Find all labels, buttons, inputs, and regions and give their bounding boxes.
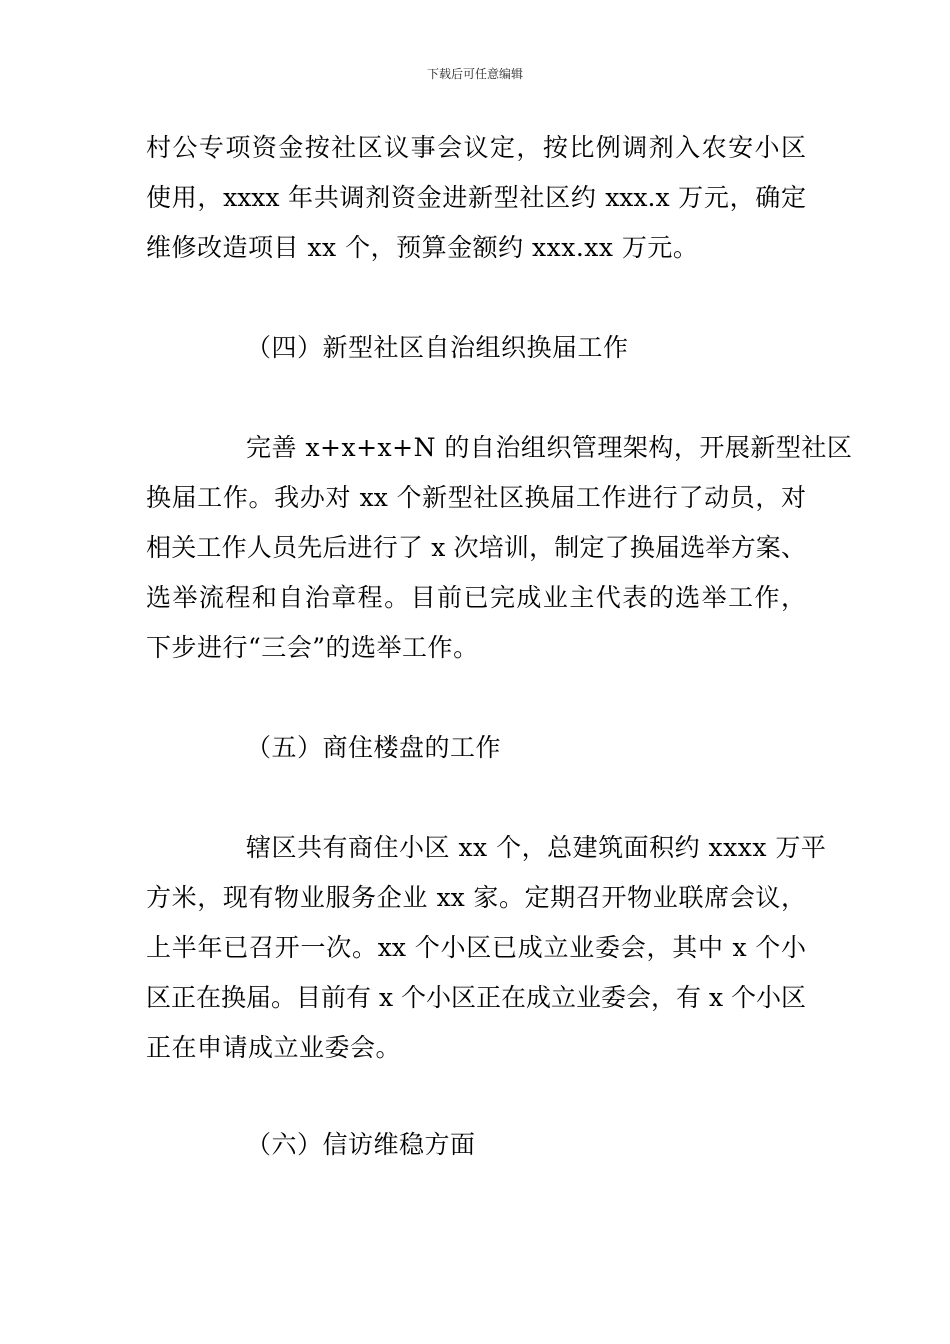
- paragraph-line: 相关工作人员先后进行了 x 次培训，制定了换届选举方案、: [146, 533, 806, 562]
- page-header-note: 下载后可任意编辑: [426, 67, 523, 81]
- paragraph-line: 正在申请成立业委会。: [146, 1033, 402, 1062]
- paragraph-line: 区正在换届。目前有 x 个小区正在成立业委会，有 x 个小区: [146, 983, 806, 1012]
- paragraph-line: 换届工作。我办对 xx 个新型社区换届工作进行了动员，对: [146, 483, 806, 512]
- paragraph-line: 下步进行“三会”的选举工作。: [146, 633, 479, 662]
- paragraph-line: 辖区共有商住小区 xx 个，总建筑面积约 xxxx 万平: [246, 833, 827, 862]
- paragraph-line: 方米，现有物业服务企业 xx 家。定期召开物业联席会议，: [146, 883, 806, 912]
- paragraph-line: 维修改造项目 xx 个，预算金额约 xxx.xx 万元。: [146, 233, 699, 262]
- section-heading-5: （五）商住楼盘的工作: [246, 733, 502, 762]
- paragraph-line: 完善 x+x+x+N 的自治组织管理架构，开展新型社区: [246, 433, 853, 462]
- paragraph-line: 使用，xxxx 年共调剂资金进新型社区约 xxx.x 万元，确定: [146, 183, 806, 212]
- section-heading-6: （六）信访维稳方面: [246, 1130, 476, 1159]
- paragraph-line: 上半年已召开一次。xx 个小区已成立业委会，其中 x 个小: [146, 933, 806, 962]
- section-heading-4: （四）新型社区自治组织换届工作: [246, 333, 629, 362]
- paragraph-line: 选举流程和自治章程。目前已完成业主代表的选举工作，: [146, 583, 806, 612]
- paragraph-line: 村公专项资金按社区议事会议定，按比例调剂入农安小区: [146, 133, 806, 162]
